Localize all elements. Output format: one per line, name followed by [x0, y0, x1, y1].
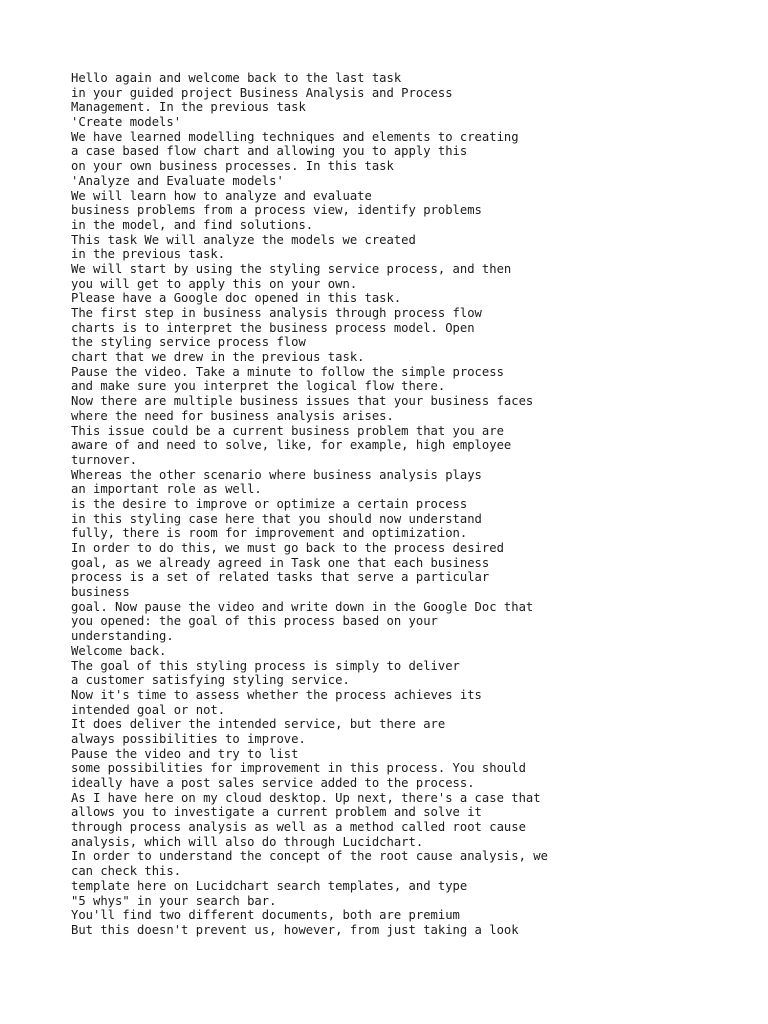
text-line: The goal of this styling process is simply to deliver — [71, 658, 460, 673]
text-line: This issue could be a current business problem that you are — [71, 423, 504, 438]
text-line: Please have a Google doc opened in this task. — [71, 291, 402, 306]
text-line: you opened: the goal of this process based on your — [71, 614, 438, 629]
text-line: ideally have a post sales service added to the process. — [71, 776, 475, 790]
text-line: But this doesn't prevent us, however, from just taking a look — [71, 922, 519, 937]
text-line: some possibilities for improvement in this process. You should — [71, 761, 526, 776]
text-line: fully, there is room for improvement and optimization. — [71, 526, 468, 541]
text-line: charts is to interpret the business process model. Open — [71, 320, 475, 335]
text-line: business problems from a process view, identify problems — [71, 203, 482, 218]
text-line: We will start by using the styling service process, and then — [71, 261, 512, 276]
text-line: 'Create models' — [71, 115, 182, 130]
text-line: is the desire to improve or optimize a certain process — [71, 496, 468, 511]
text-line: In order to understand the concept of the root cause analysis, we — [71, 849, 548, 864]
text-line: through process analysis as well as a method called root cause — [71, 820, 526, 835]
text-line: We will learn how to analyze and evaluate — [71, 188, 372, 203]
text-line: process is a set of related tasks that serve a particular — [71, 570, 490, 585]
text-line: template here on Lucidchart search templates, and type — [71, 878, 468, 893]
text-line: on your own business processes. In this task — [71, 159, 394, 174]
text-line: always possibilities to improve. — [71, 731, 306, 746]
text-line: aware of and need to solve, like, for example, high employee — [71, 438, 512, 453]
text-line: "5 whys" in your search bar. — [71, 893, 277, 908]
text-line: understanding. — [71, 629, 174, 644]
text-line: As I have here on my cloud desktop. Up next, there's a case that — [71, 790, 541, 805]
text-line: a customer satisfying styling service. — [71, 673, 350, 688]
text-line: analysis, which will also do through Lucidchart. — [71, 834, 424, 849]
text-line: in the previous task. — [71, 247, 226, 262]
text-line: turnover. — [71, 452, 138, 467]
text-line: can check this. — [71, 864, 182, 879]
text-line: you will get to apply this on your own. — [71, 276, 358, 291]
text-line: an important role as well. — [71, 482, 262, 497]
text-line: In order to do this, we must go back to the process desired — [71, 541, 504, 555]
text-line: This task We will analyze the models we created — [71, 232, 416, 247]
text-line: and make sure you interpret the logical flow there. — [71, 379, 446, 394]
text-line: the styling service process flow — [71, 335, 306, 350]
text-line: in this styling case here that you should now understand — [71, 511, 482, 526]
text-line: You'll find two different documents, both are premium — [71, 908, 460, 923]
text-line: The first step in business analysis through process flow — [71, 306, 482, 320]
text-line: Management. In the previous task — [71, 100, 306, 115]
text-line: Pause the video and try to list — [71, 746, 299, 761]
text-line: Whereas the other scenario where business analysis plays — [71, 467, 482, 482]
text-line: Now there are multiple business issues that your business faces — [71, 394, 534, 409]
text-line: goal, as we already agreed in Task one that each business — [71, 555, 490, 570]
text-line: in the model, and find solutions. — [71, 217, 314, 232]
text-line: in your guided project Business Analysis and Process — [71, 85, 453, 100]
text-line: It does deliver the intended service, but there are — [71, 717, 446, 732]
text-line: Hello again and welcome back to the last task — [71, 71, 402, 85]
text-line: Now it's time to assess whether the process achieves its — [71, 687, 482, 702]
text-line: intended goal or not. — [71, 702, 226, 717]
text-line: business — [71, 585, 130, 600]
text-line: Pause the video. Take a minute to follow the simple process — [71, 364, 504, 379]
text-line: Welcome back. — [71, 643, 167, 658]
transcript-text — [71, 71, 761, 938]
text-line: where the need for business analysis arises. — [71, 408, 394, 423]
text-line: 'Analyze and Evaluate models' — [71, 173, 284, 188]
text-line: chart that we drew in the previous task. — [71, 350, 365, 365]
text-line: We have learned modelling techniques and elements to creating — [71, 129, 519, 144]
text-line: allows you to investigate a current problem and solve it — [71, 805, 482, 820]
text-line: a case based flow chart and allowing you to apply this — [71, 144, 468, 159]
text-line: goal. Now pause the video and write down in the Google Doc that — [71, 599, 534, 614]
